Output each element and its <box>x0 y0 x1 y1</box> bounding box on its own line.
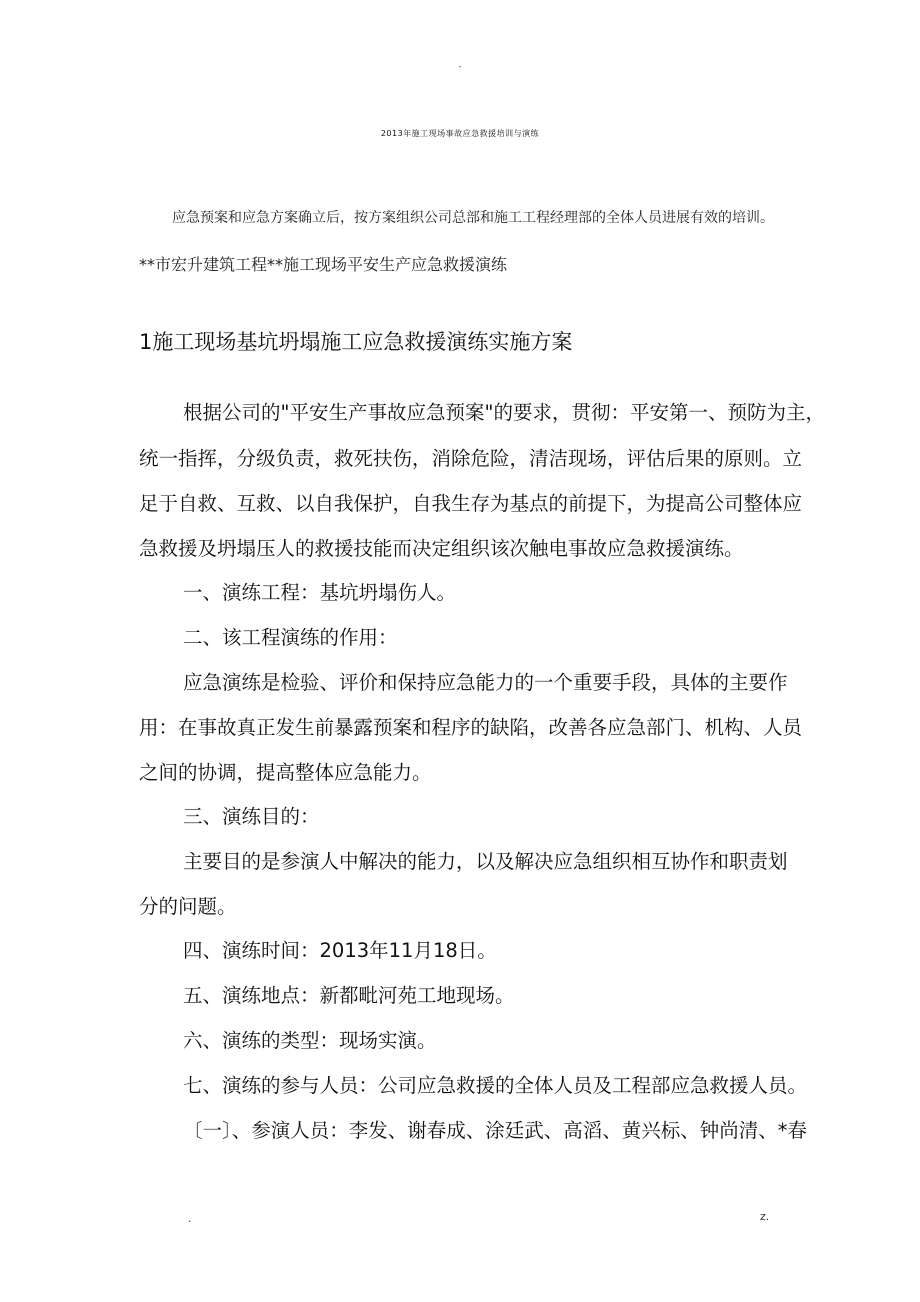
body-line: 四、演练时间：2013年11月18日。 <box>183 939 497 962</box>
body-line: 〔一〕、参演人员：李发、谢春成、涂廷武、高滔、黄兴标、钟尚清、*春 <box>183 1119 808 1142</box>
body-line: 用：在事故真正发生前暴露预案和程序的缺陷，改善各应急部门、机构、人员 <box>139 716 803 739</box>
footer-mark-left: . <box>188 1212 192 1225</box>
body-line: 二、该工程演练的作用： <box>183 626 398 649</box>
body-line: 七、演练的参与人员：公司应急救援的全体人员及工程部应急救援人员。 <box>183 1074 808 1097</box>
footer-mark-right: z. <box>760 1210 770 1223</box>
body-line: 分的问题。 <box>139 895 237 918</box>
intro-paragraph: 应急预案和应急方案确立后，按方案组织公司总部和施工工程经理部的全体人员进展有效的培训。 <box>172 210 774 226</box>
body-line: 五、演练地点：新都毗河苑工地现场。 <box>183 984 515 1007</box>
drill-subtitle: **市宏升建筑工程**施工现场平安生产应急救援演练 <box>139 255 508 274</box>
header-mark: - <box>458 62 462 71</box>
document-title: 2013年施工现场事故应急救援培训与演练 <box>380 129 540 138</box>
body-line: 应急演练是检验、评价和保持应急能力的一个重要手段，具体的主要作 <box>183 671 788 694</box>
body-line: 六、演练的类型：现场实演。 <box>183 1029 437 1052</box>
body-line: 根据公司的"平安生产事故应急预案"的要求，贯彻：平安第一、预防为主， <box>183 401 825 424</box>
body-line: 一、演练工程：基坑坍塌伤人。 <box>183 581 457 604</box>
body-line: 三、演练目的： <box>183 805 320 828</box>
section-heading: 1施工现场基坑坍塌施工应急救援演练实施方案 <box>139 330 573 354</box>
body-line: 主要目的是参演人中解决的能力，以及解决应急组织相互协作和职责划 <box>183 850 788 873</box>
body-line: 急救援及坍塌压人的救援技能而决定组织该次触电事故应急救援演练。 <box>139 537 744 560</box>
body-line: 统一指挥，分级负责，救死扶伤，消除危险，清洁现场，评估后果的原则。立 <box>139 447 803 470</box>
body-line: 足于自救、互救、以自我保护，自我生存为基点的前提下，为提高公司整体应 <box>139 492 803 515</box>
body-line: 之间的协调，提高整体应急能力。 <box>139 761 432 784</box>
